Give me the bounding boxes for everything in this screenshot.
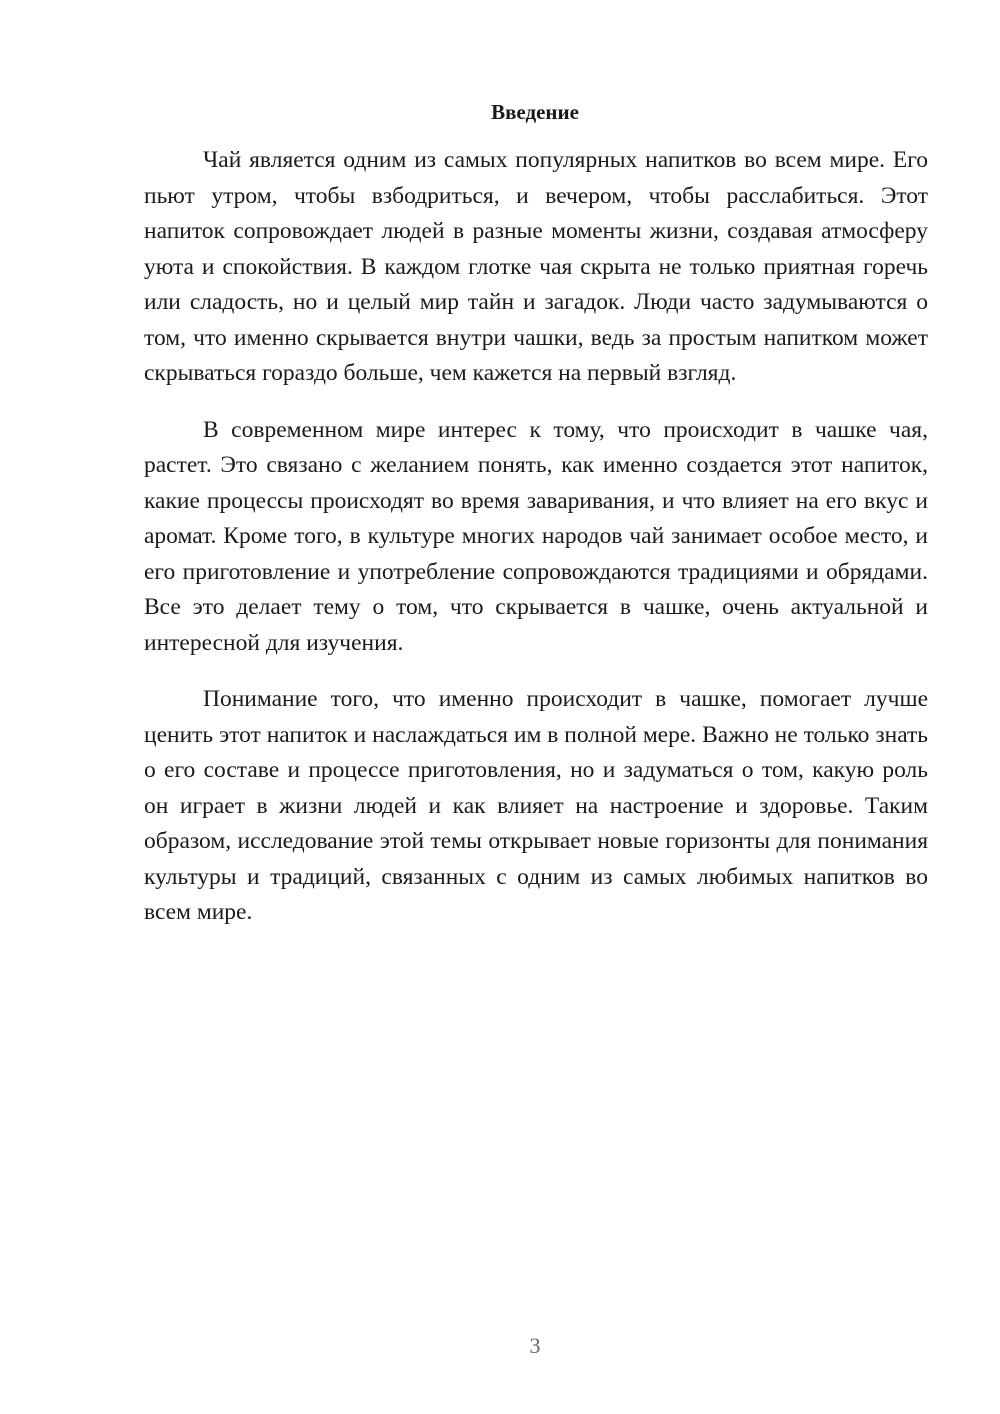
paragraph-2: В современном мире интерес к тому, что происходит в чашке чая, растет. Это связано с желанием понять, как именно создается этот напиток, какие процессы происходят во время заваривания, и что влияет на его вкус и аромат. Кроме того, в культуре многих народов чай занимает особое место, и его приготовление и употребление сопровождаются традициями и обрядами. Все это делает тему о том, что скрывается в чашке, очень актуальной и интересной для изучения. bbox=[144, 416, 928, 656]
body-text bbox=[144, 143, 928, 952]
paragraph-1: Чай является одним из самых популярных напитков во всем мире. Его пьют утром, чтобы взбодриться, и вечером, чтобы расслабиться. Этот напиток сопровождает людей в разные моменты жизни, создавая атмосферу уюта и спокойствия. В каждом глотке чая скрыта не только приятная горечь или сладость, но и целый мир тайн и загадок. Люди часто задумываются о том, что именно скрывается внутри чашки, ведь за простым напитком может скрываться гораздо больше, чем кажется на первый взгляд. bbox=[144, 147, 928, 386]
paragraph-3: Понимание того, что именно происходит в чашке, помогает лучше ценить этот напиток и наслаждаться им в полной мере. Важно не только знать о его составе и процессе приготовления, но и задуматься о том, какую роль он играет в жизни людей и как влияет на настроение и здоровье. Таким образом, исследование этой темы открывает новые горизонты для понимания культуры и традиций, связанных с одним из самых любимых напитков во всем мире. bbox=[144, 686, 928, 925]
page-title: Введение bbox=[491, 100, 579, 124]
page-number: 3 bbox=[529, 1333, 541, 1358]
